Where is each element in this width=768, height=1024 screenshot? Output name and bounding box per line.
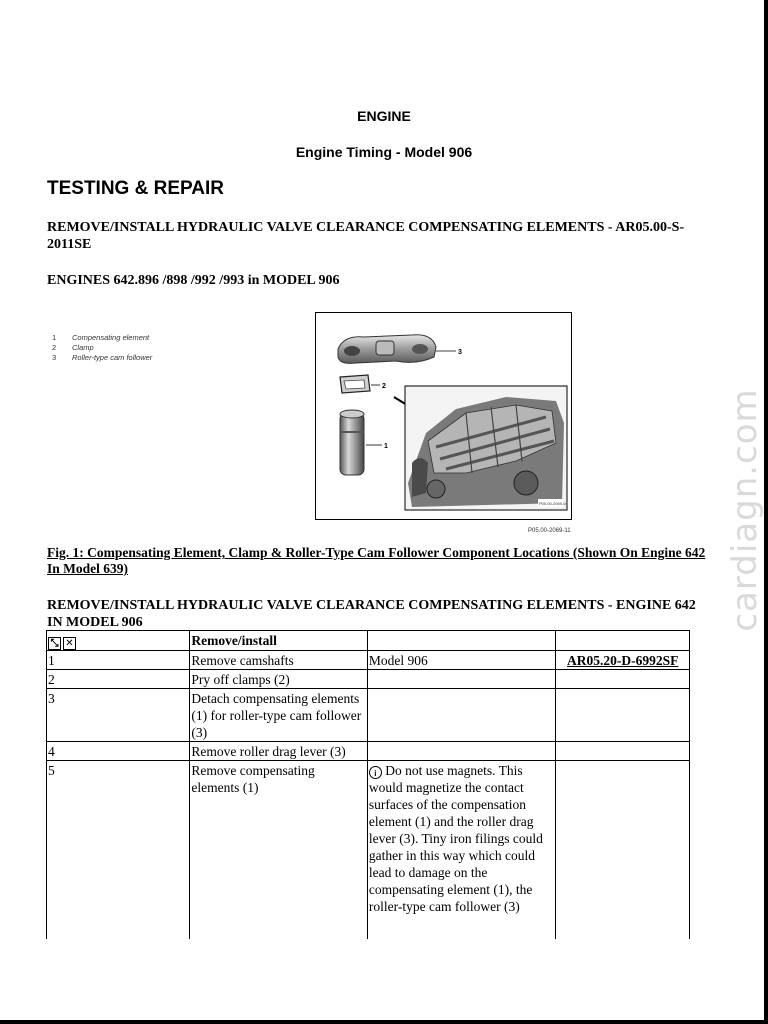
component-figure (315, 312, 572, 520)
header-col4 (556, 631, 690, 651)
figure-caption[interactable]: Fig. 1: Compensating Element, Clamp & Roller-Type Cam Follower Component Locations (Shown On Engine 642 In Model 639) (47, 545, 706, 576)
table-heading: REMOVE/INSTALL HYDRAULIC VALVE CLEARANCE COMPENSATING ELEMENTS - ENGINE 642 IN MODEL 906 (47, 598, 696, 630)
step-note: Do not use magnets. This would magnetize the contact surfaces of the compensation element (1) and the roller drag lever (3). Tiny iron filings could gather in this way which could lead to damage on the compensating element (1), the roller-type cam follower (3) (368, 763, 543, 914)
legend-item: 2 Clamp (52, 343, 94, 352)
step-ref (556, 689, 690, 742)
clamp-drawing (340, 375, 370, 393)
step-action: Detach compensating elements (1) for roller-type cam follower (3) (190, 689, 368, 742)
step-note (367, 689, 555, 742)
figure-reference: P05.00-2069-11 (528, 528, 571, 534)
step-action: Remove roller drag lever (3) (190, 742, 368, 761)
table-row (47, 689, 690, 742)
header-col3 (367, 631, 555, 651)
engines-heading: ENGINES 642.896 /898 /992 /993 in MODEL 906 (47, 273, 340, 288)
step-note (367, 742, 555, 761)
step-note: Model 906 (367, 651, 555, 670)
table-row (47, 651, 690, 670)
procedure-table (46, 630, 690, 939)
header-icons-cell (47, 631, 190, 651)
legend-item: 3 Roller-type cam follower (52, 353, 153, 362)
engine-inset-photo (405, 386, 568, 510)
note-icon: i (369, 766, 382, 779)
step-ref (556, 670, 690, 689)
cam-follower-drawing (338, 335, 436, 364)
step-note-cell (367, 761, 555, 939)
callout-2: 2 (382, 383, 386, 390)
step-note (367, 670, 555, 689)
header-remove-install: Remove/install (190, 631, 368, 651)
step-ref (556, 761, 690, 939)
step-number: 1 (47, 651, 190, 670)
inset-ref: P05.00-2069-04 (539, 501, 568, 506)
component-illustration (316, 313, 571, 519)
step-number: 5 (47, 761, 190, 939)
step-number: 2 (47, 670, 190, 689)
reference-link[interactable]: AR05.20-D-6992SF (556, 651, 690, 670)
document-subtitle: Engine Timing - Model 906 (295, 144, 473, 160)
table-row (47, 670, 690, 689)
section-heading: TESTING & REPAIR (47, 178, 224, 199)
table-row (47, 761, 690, 939)
expand-icon[interactable]: ⤡ (48, 637, 61, 650)
step-action: Pry off clamps (2) (190, 670, 368, 689)
table-row (47, 742, 690, 761)
procedure-heading: REMOVE/INSTALL HYDRAULIC VALVE CLEARANCE COMPENSATING ELEMENTS - AR05.00-S-2011SE (47, 220, 685, 252)
step-action: Remove camshafts (190, 651, 368, 670)
step-ref (556, 742, 690, 761)
watermark: cardiagn.com (725, 388, 765, 632)
collapse-icon[interactable]: ✕ (63, 637, 76, 650)
callout-1: 1 (384, 443, 388, 450)
callout-3: 3 (458, 349, 462, 356)
table-header-row (47, 631, 690, 651)
step-number: 3 (47, 689, 190, 742)
figure-legend (52, 333, 152, 363)
step-action: Remove compensating elements (1) (190, 761, 368, 939)
step-number: 4 (47, 742, 190, 761)
compensating-element-drawing (340, 410, 364, 475)
document-title: ENGINE (357, 108, 411, 124)
legend-item: 1 Compensating element (52, 333, 150, 342)
